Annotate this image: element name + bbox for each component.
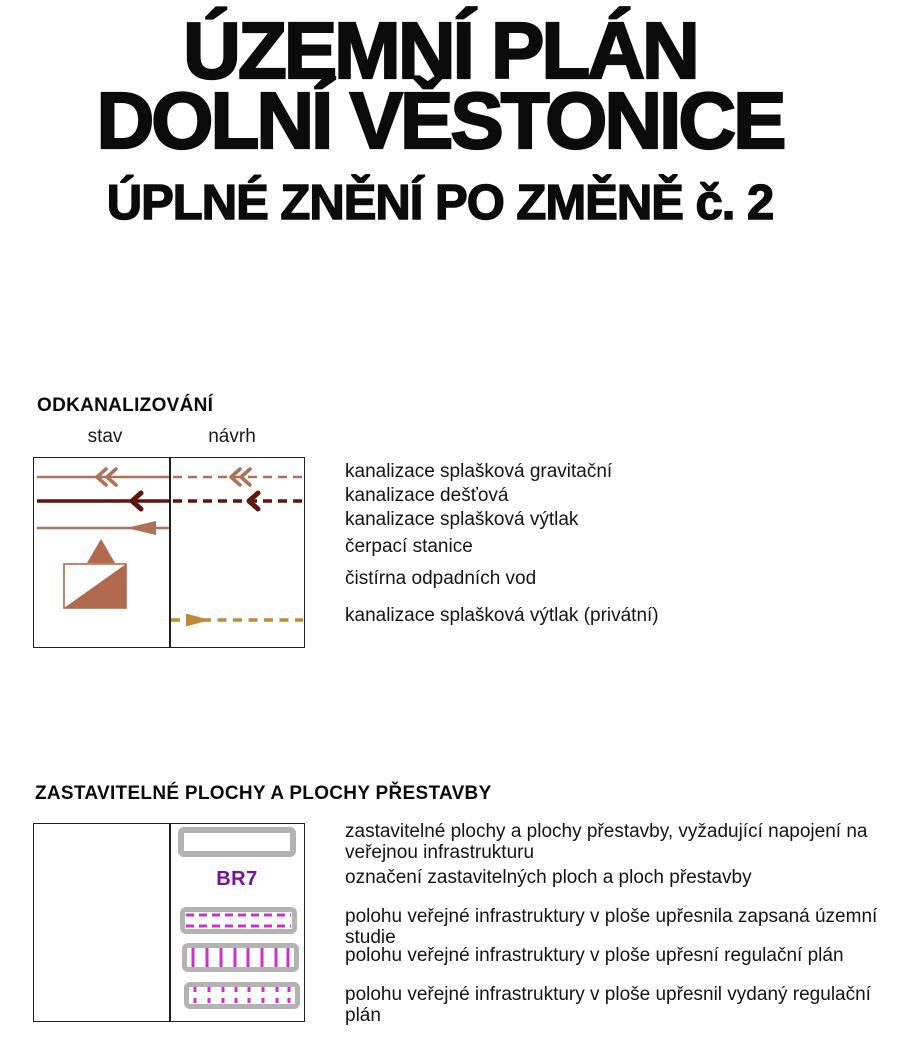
symbol-kanalizace-destova-icon bbox=[37, 493, 303, 509]
symbol-cerpaci-stanice-icon bbox=[87, 539, 115, 563]
legend-label: polohu veřejné infrastruktury v ploše upřesní regulační plán bbox=[345, 945, 844, 966]
symbol-cistirna-odpadnich-vod-icon bbox=[64, 564, 126, 608]
symbol-kanalizace-vytlak-privatni-icon bbox=[171, 614, 303, 627]
symbol-kanalizace-gravitacni-icon bbox=[37, 469, 303, 485]
symbol-vydany-regulacni-plan-icon bbox=[184, 982, 300, 1009]
legend-label: polohu veřejné infrastruktury v ploše upřesnila zapsaná územní studie bbox=[345, 906, 878, 948]
title-block bbox=[0, 6, 880, 230]
symbol-regulacni-plan-icon bbox=[182, 943, 299, 972]
zones-legend-box bbox=[33, 823, 305, 1022]
legend-label: zastavitelné plochy a plochy přestavby, vyžadující napojení na veřejnou infrastrukturu bbox=[345, 821, 868, 863]
column-divider bbox=[169, 824, 171, 1021]
legend-label: kanalizace dešťová bbox=[345, 485, 509, 506]
symbol-kanalizace-vytlak-icon bbox=[37, 521, 169, 535]
zones-heading: ZASTAVITELNÉ PLOCHY A PLOCHY PŘESTAVBY bbox=[35, 783, 492, 804]
column-label-navrh: návrh bbox=[208, 426, 256, 447]
sewerage-symbols bbox=[34, 458, 303, 646]
column-label-stav: stav bbox=[87, 426, 123, 447]
area-code-label: BR7 bbox=[216, 868, 258, 890]
page-title-line1: ÚZEMNÍ PLÁN bbox=[183, 6, 697, 95]
legend-label: čistírna odpadních vod bbox=[345, 568, 537, 589]
legend-label: kanalizace splašková výtlak (privátní) bbox=[345, 605, 659, 626]
symbol-zastavitelna-plocha-icon bbox=[178, 827, 296, 857]
page-subtitle: ÚPLNÉ ZNĚNÍ PO ZMĚNĚ č. 2 bbox=[106, 176, 774, 230]
page-title-line2: DOLNÍ VĚSTONICE bbox=[96, 76, 784, 165]
sewerage-heading: ODKANALIZOVÁNÍ bbox=[37, 395, 214, 416]
legend-label: čerpací stanice bbox=[345, 536, 473, 557]
legend-label: kanalizace splašková výtlak bbox=[345, 509, 579, 530]
symbol-uzemni-studie-icon bbox=[180, 907, 297, 934]
sewerage-legend-box bbox=[33, 457, 305, 648]
legend-label: označení zastavitelných ploch a ploch přestavby bbox=[345, 867, 752, 888]
legend-label: polohu veřejné infrastruktury v ploše upřesnil vydaný regulační plán bbox=[345, 984, 871, 1026]
legend-label: kanalizace splašková gravitační bbox=[345, 461, 613, 482]
